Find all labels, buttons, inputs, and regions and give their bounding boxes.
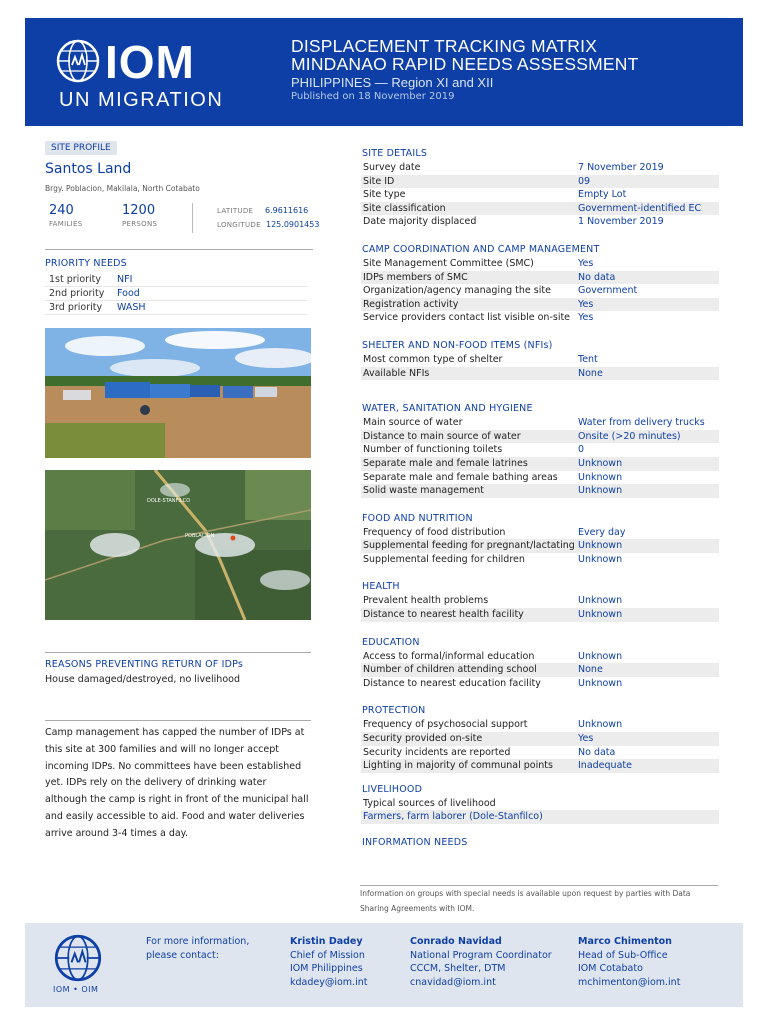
contact-intro-line2: please contact: xyxy=(146,949,219,961)
data-sharing-note: Information on groups with special needs is available upon request by parties with Data Sharing Agreements with IOM. xyxy=(360,885,718,916)
priority-needs xyxy=(45,249,313,315)
details-value: Tent xyxy=(578,353,598,365)
priority-needs-table xyxy=(45,273,307,315)
details-key: Frequency of food distribution xyxy=(363,526,506,538)
return-barriers xyxy=(45,652,311,685)
footer-logo-caption: IOM • OIM xyxy=(53,985,99,994)
latitude-value: 6.9611616 xyxy=(265,206,309,215)
section-divider xyxy=(45,652,311,653)
details-key: Site ID xyxy=(363,175,395,187)
logo-text: IOM xyxy=(105,36,195,88)
details-key: Frequency of psychosocial support xyxy=(363,719,528,731)
priority-row xyxy=(45,287,307,301)
camp-photo xyxy=(45,328,311,458)
details-section xyxy=(361,704,719,772)
details-row xyxy=(361,175,719,189)
details-row xyxy=(361,553,719,567)
details-table xyxy=(361,416,719,498)
details-section xyxy=(361,243,719,325)
details-value: None xyxy=(578,367,603,379)
details-row xyxy=(361,311,719,325)
details-row xyxy=(361,650,719,664)
persons-label: PERSONS xyxy=(122,220,158,228)
details-section-title: LIVELIHOOD xyxy=(362,783,423,795)
details-value: Unknown xyxy=(578,650,623,662)
details-value: 7 November 2019 xyxy=(578,162,664,173)
details-value: Unknown xyxy=(578,540,623,552)
details-value: Government xyxy=(578,285,638,297)
contact-email[interactable]: mchimenton@iom.int xyxy=(578,976,681,988)
details-section-title: SHELTER AND NON-FOOD ITEMS (NFIs) xyxy=(362,339,553,351)
site-profile-panel xyxy=(45,135,320,315)
site-details-panel xyxy=(361,135,719,850)
details-row xyxy=(361,430,719,444)
details-row xyxy=(361,202,719,216)
contact-role: Chief of Mission xyxy=(290,949,365,961)
details-key: Most common type of shelter xyxy=(363,353,503,365)
details-key: Typical sources of livelihood xyxy=(363,797,496,809)
details-row xyxy=(361,457,719,471)
details-value xyxy=(577,797,578,811)
globe-icon xyxy=(53,933,103,983)
details-row xyxy=(361,732,719,746)
priority-need: Food xyxy=(117,288,140,299)
priority-rank: 1st priority xyxy=(49,274,102,285)
contact-card xyxy=(290,935,367,989)
details-row xyxy=(361,797,719,811)
details-row xyxy=(361,759,719,773)
details-value: Onsite (>20 minutes) xyxy=(578,430,681,442)
details-section xyxy=(361,836,719,850)
details-value: No data xyxy=(578,746,616,758)
details-row xyxy=(361,677,719,691)
region-line: PHILIPPINES — Region XI and XII xyxy=(291,75,494,90)
details-row xyxy=(361,298,719,312)
details-key: Date majority displaced xyxy=(363,216,477,228)
longitude-label: LONGITUDE xyxy=(217,221,261,229)
map-label-b: POBLACION xyxy=(185,533,215,539)
details-section-title: FOOD AND NUTRITION xyxy=(362,512,473,524)
priority-rank: 2nd priority xyxy=(49,288,105,299)
details-value: 1 November 2019 xyxy=(578,216,664,228)
details-row xyxy=(361,443,719,457)
details-value: Yes xyxy=(578,298,594,310)
details-table xyxy=(361,650,719,691)
persons-value: 1200 xyxy=(122,203,156,218)
details-value: Inadequate xyxy=(578,760,632,772)
details-key: Lighting in majority of communal points xyxy=(363,760,553,772)
details-value: Unknown xyxy=(578,471,623,483)
satellite-map xyxy=(45,470,311,620)
details-row xyxy=(361,215,719,229)
details-value: Unknown xyxy=(578,595,623,607)
site-name: Santos Land xyxy=(45,161,132,177)
details-value: 09 xyxy=(578,175,591,187)
details-key: Number of children attending school xyxy=(363,664,537,676)
contact-name: Marco Chimenton xyxy=(578,936,672,947)
details-key: Prevalent health problems xyxy=(363,595,489,607)
families-label: FAMILIES xyxy=(49,220,83,228)
details-value: Unknown xyxy=(578,457,623,469)
stats-divider xyxy=(192,203,193,233)
details-value: None xyxy=(578,664,603,676)
details-table xyxy=(361,526,719,567)
details-section xyxy=(361,512,719,567)
details-key: Site type xyxy=(363,189,406,201)
details-section-title: CAMP COORDINATION AND CAMP MANAGEMENT xyxy=(362,243,600,255)
details-key: Organization/agency managing the site xyxy=(363,285,551,297)
details-key: Distance to main source of water xyxy=(363,430,521,442)
details-value: Unknown xyxy=(578,553,623,565)
details-table xyxy=(361,353,719,380)
details-key: Access to formal/informal education xyxy=(363,650,535,662)
site-profile-label: SITE PROFILE xyxy=(45,141,117,155)
title-line-2: MINDANAO RAPID NEEDS ASSESSMENT xyxy=(291,54,639,74)
globe-icon xyxy=(55,38,101,84)
details-row xyxy=(361,284,719,298)
priority-rank: 3rd priority xyxy=(49,302,103,313)
details-section xyxy=(361,783,719,824)
details-value: Unknown xyxy=(578,719,623,731)
details-key: Supplemental feeding for children xyxy=(363,553,525,565)
details-value: Yes xyxy=(578,312,594,324)
details-row xyxy=(361,608,719,622)
details-key: Farmers, farm laborer (Dole-Stanfilco) xyxy=(363,811,543,823)
details-value: No data xyxy=(578,271,616,283)
priority-need: WASH xyxy=(117,302,146,313)
details-value: Unknown xyxy=(578,609,623,621)
details-row xyxy=(361,663,719,677)
details-key: Main source of water xyxy=(363,417,463,429)
details-key: Number of functioning toilets xyxy=(363,444,503,456)
details-section xyxy=(361,147,719,229)
details-section xyxy=(361,580,719,621)
details-table xyxy=(361,161,719,229)
details-value: Yes xyxy=(578,733,594,745)
published-date: Published on 18 November 2019 xyxy=(291,91,455,102)
details-section-title: INFORMATION NEEDS xyxy=(362,837,468,848)
return-barriers-title: REASONS PREVENTING RETURN OF IDPs xyxy=(45,659,244,670)
contact-role: National Program Coordinator xyxy=(410,949,552,961)
families-value: 240 xyxy=(49,203,74,218)
details-key: Site classification xyxy=(363,202,446,214)
details-section xyxy=(361,339,719,380)
details-table xyxy=(361,718,719,772)
map-label-a: DOLE-STANFILCO xyxy=(147,498,191,504)
details-table xyxy=(361,594,719,621)
contact-footer xyxy=(25,923,743,1007)
details-key: Available NFIs xyxy=(363,367,430,379)
details-key: IDPs members of SMC xyxy=(363,271,468,283)
details-section-title: EDUCATION xyxy=(362,636,420,648)
details-row xyxy=(361,271,719,285)
details-row xyxy=(361,471,719,485)
details-row xyxy=(361,416,719,430)
details-value: Government-identified EC xyxy=(578,202,702,214)
iom-logo xyxy=(55,38,255,118)
details-section xyxy=(361,402,719,498)
details-section-title: WATER, SANITATION AND HYGIENE xyxy=(362,403,533,415)
longitude-value: 125.0901453 xyxy=(266,220,320,229)
details-value: Every day xyxy=(578,526,626,538)
details-row xyxy=(361,539,719,553)
contact-org: CCCM, Shelter, DTM xyxy=(410,963,506,974)
contact-org: IOM Cotabato xyxy=(578,963,643,974)
details-row xyxy=(361,367,719,381)
details-key: Survey date xyxy=(363,162,421,173)
details-key: Solid waste management xyxy=(363,485,484,497)
site-location: Brgy. Poblacion, Makilala, North Cotabato xyxy=(45,184,200,193)
title-line-1: DISPLACEMENT TRACKING MATRIX xyxy=(291,36,598,56)
details-row xyxy=(361,161,719,175)
details-value xyxy=(681,810,682,824)
details-key: Separate male and female latrines xyxy=(363,457,528,469)
details-key: Registration activity xyxy=(363,298,459,310)
details-row xyxy=(361,257,719,271)
priority-needs-title: PRIORITY NEEDS xyxy=(45,258,127,269)
latitude-label: LATITUDE xyxy=(217,207,254,215)
details-key: Supplemental feeding for pregnant/lactating xyxy=(363,540,575,552)
details-row xyxy=(361,718,719,732)
details-section xyxy=(361,636,719,691)
details-key: Site Management Committee (SMC) xyxy=(363,257,534,269)
details-row xyxy=(361,594,719,608)
details-row xyxy=(361,188,719,202)
logo-subtext: UN MIGRATION xyxy=(59,89,224,111)
contact-card xyxy=(578,935,680,989)
contact-role: Head of Sub-Office xyxy=(578,949,668,961)
details-value: 0 xyxy=(578,444,585,456)
contact-intro-line1: For more information, xyxy=(146,936,250,947)
details-table xyxy=(361,257,719,325)
details-key: Security incidents are reported xyxy=(363,746,511,758)
details-row xyxy=(361,746,719,760)
details-section-title: SITE DETAILS xyxy=(362,148,428,159)
details-value: Unknown xyxy=(578,677,623,689)
details-section-title: HEALTH xyxy=(362,581,400,593)
contact-card xyxy=(410,935,552,989)
details-value: Unknown xyxy=(578,485,623,497)
details-value: Water from delivery trucks xyxy=(578,417,705,429)
details-value: Yes xyxy=(578,257,594,269)
population-stats xyxy=(45,203,320,239)
return-barriers-text: House damaged/destroyed, no livelihood xyxy=(45,674,240,685)
contact-email[interactable]: kdadey@iom.int xyxy=(290,976,368,988)
details-key: Distance to nearest health facility xyxy=(363,609,524,621)
details-key: Distance to nearest education facility xyxy=(363,677,541,689)
priority-need: NFI xyxy=(117,274,133,285)
details-key: Separate male and female bathing areas xyxy=(363,471,558,483)
details-row xyxy=(361,484,719,498)
details-row xyxy=(361,353,719,367)
priority-row xyxy=(45,301,307,315)
details-section-title: PROTECTION xyxy=(362,705,426,717)
details-row xyxy=(361,810,719,824)
details-table xyxy=(361,797,719,824)
contact-name: Conrado Navidad xyxy=(410,936,502,947)
contact-name: Kristin Dadey xyxy=(290,936,363,947)
details-value: Empty Lot xyxy=(578,189,627,201)
contact-intro xyxy=(146,935,249,962)
contact-email[interactable]: cnavidad@iom.int xyxy=(410,976,496,988)
footer-logo xyxy=(53,933,105,993)
priority-row xyxy=(45,273,307,287)
site-narrative: Camp management has capped the number of IDPs at this site at 300 families and will no longer accept incoming IDPs. No committees have been established yet. IDPs rely on the delivery of drinking water although the camp is right in front of the municipal hall and easily accessible to aid. Food and water deliveries arrive around 3-4 times a day. xyxy=(45,720,311,843)
header-banner xyxy=(25,18,743,126)
report-title-block xyxy=(291,37,639,103)
details-row xyxy=(361,526,719,540)
details-key: Security provided on-site xyxy=(363,733,483,745)
details-key: Service providers contact list visible on-site xyxy=(363,312,571,324)
contact-org: IOM Philippines xyxy=(290,963,363,974)
